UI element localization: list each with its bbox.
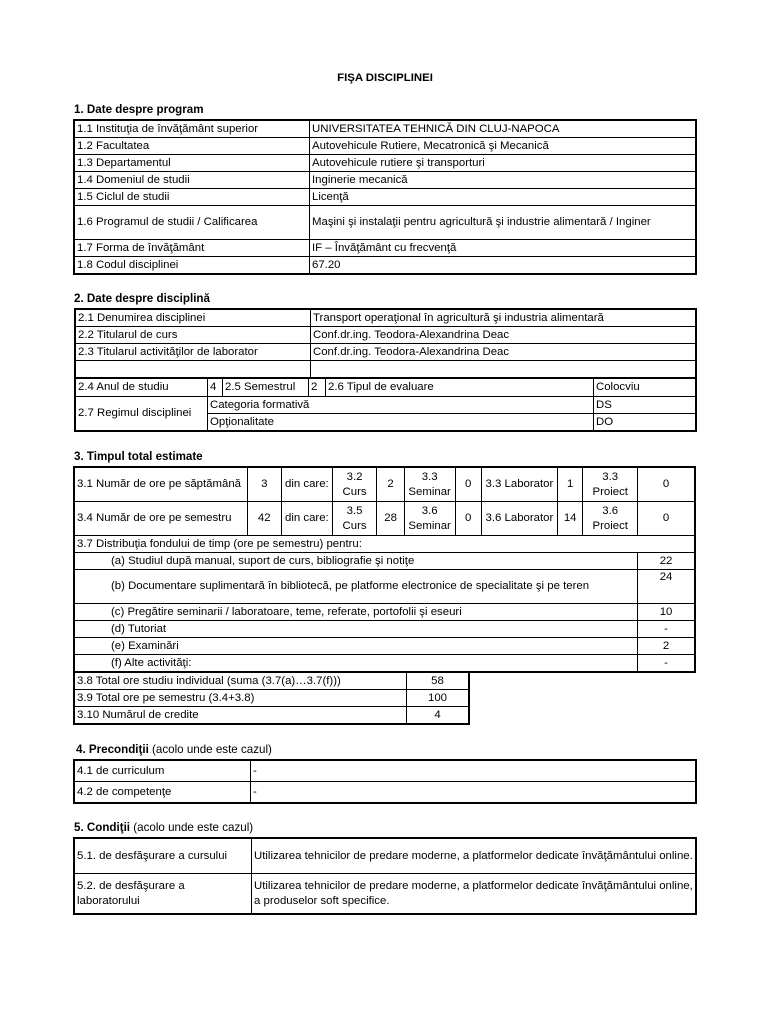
total-value: 100 xyxy=(407,690,469,707)
project-label: 3.6 Proiect xyxy=(583,502,638,536)
preconditions-table xyxy=(74,760,696,803)
lab-label: 3.3 Laborator xyxy=(481,468,557,502)
seminar-label: 3.6 Seminar xyxy=(404,502,455,536)
project-value: 0 xyxy=(638,502,695,536)
optionality-label: Opţionalitate xyxy=(208,414,594,431)
discipline-value: Transport operaţional în agricultură şi industria alimentară xyxy=(311,310,696,327)
distribution-item: (d) Tutoriat xyxy=(75,621,638,638)
regime-label: 2.7 Regimul disciplinei xyxy=(76,397,208,431)
section-5-title: 5. Condiţii xyxy=(74,821,131,834)
year-label: 2.4 Anul de studiu xyxy=(76,379,208,397)
course-value: 2 xyxy=(377,468,404,502)
section-3-heading: 3. Timpul total estimate xyxy=(74,450,203,463)
program-label: 1.8 Codul disciplinei xyxy=(75,257,310,274)
course-label: 3.2 Curs xyxy=(332,468,377,502)
total-value: 4 xyxy=(407,707,469,724)
discipline-table xyxy=(75,309,696,378)
program-label: 1.2 Facultatea xyxy=(75,138,310,155)
project-label: 3.3 Proiect xyxy=(583,468,638,502)
distribution-heading: 3.7 Distribuţia fondului de timp (ore pe semestru) pentru: xyxy=(75,536,695,553)
program-table xyxy=(74,120,696,274)
section-2-heading: 2. Date despre disciplină xyxy=(74,292,210,305)
hours-semester-value: 42 xyxy=(247,502,282,536)
project-value: 0 xyxy=(638,468,695,502)
distribution-item: (f) Alte activităţi: xyxy=(75,655,638,672)
program-value: Licenţă xyxy=(310,189,696,206)
seminar-value: 0 xyxy=(455,468,481,502)
section-4-note: (acolo unde este cazul) xyxy=(148,743,272,756)
section-5-note: (acolo unde este cazul) xyxy=(130,821,254,834)
lab-value: 14 xyxy=(557,502,582,536)
distribution-value: - xyxy=(638,655,695,672)
total-label: 3.10 Numărul de credite xyxy=(75,707,407,724)
section-4-heading xyxy=(76,743,272,757)
program-value: Maşini şi instalaţii pentru agricultură şi industrie alimentară / Inginer xyxy=(310,206,696,240)
precondition-value: - xyxy=(251,782,696,803)
total-value: 58 xyxy=(407,673,469,690)
precondition-label: 4.1 de curriculum xyxy=(75,761,251,782)
condition-value: Utilizarea tehnicilor de predare moderne, a platformelor dedicate învăţământului online. xyxy=(252,839,696,874)
conditions-table xyxy=(74,838,696,914)
distribution-value: - xyxy=(638,621,695,638)
program-label: 1.1 Instituţia de învăţământ superior xyxy=(75,121,310,138)
hours-semester-label: 3.4 Număr de ore pe semestru xyxy=(75,502,248,536)
distribution-value: 22 xyxy=(638,553,695,570)
discipline-label: 2.1 Denumirea disciplinei xyxy=(76,310,311,327)
distribution-value: 10 xyxy=(638,604,695,621)
distribution-item: (a) Studiul după manual, suport de curs, bibliografie şi notiţe xyxy=(75,553,638,570)
optionality-value: DO xyxy=(594,414,696,431)
course-value: 28 xyxy=(377,502,404,536)
lab-value: 1 xyxy=(557,468,582,502)
program-label: 1.4 Domeniul de studii xyxy=(75,172,310,189)
evaluation-label: 2.6 Tipul de evaluare xyxy=(326,379,594,397)
evaluation-value: Colocviu xyxy=(594,379,696,397)
program-label: 1.6 Programul de studii / Calificarea xyxy=(75,206,310,240)
hours-week-label: 3.1 Număr de ore pe săptămână xyxy=(75,468,248,502)
program-value: Autovehicule Rutiere, Mecatronică şi Mecanică xyxy=(310,138,696,155)
discipline-label: 2.3 Titularul activităţilor de laborator xyxy=(76,344,311,361)
program-value: IF – Învăţământ cu frecvenţă xyxy=(310,240,696,257)
program-label: 1.5 Ciclul de studii xyxy=(75,189,310,206)
condition-value: Utilizarea tehnicilor de predare moderne, a platformelor dedicate învăţământului online, a produselor soft specifice. xyxy=(252,874,696,914)
precondition-label: 4.2 de competenţe xyxy=(75,782,251,803)
precondition-value: - xyxy=(251,761,696,782)
time-table xyxy=(74,467,695,672)
program-label: 1.3 Departamentul xyxy=(75,155,310,172)
distribution-item: (b) Documentare suplimentară în bibliotecă, pe platforme electronice de specialitate şi pe teren xyxy=(75,570,638,604)
category-value: DS xyxy=(594,397,696,414)
empty-cell xyxy=(76,361,311,378)
section-5-heading xyxy=(74,821,253,835)
condition-label: 5.2. de desfăşurare a laboratorului xyxy=(75,874,252,914)
section-4-title: 4. Precondiţii xyxy=(76,743,149,756)
discipline-value: Conf.dr.ing. Teodora-Alexandrina Deac xyxy=(311,327,696,344)
program-value: 67.20 xyxy=(310,257,696,274)
program-value: UNIVERSITATEA TEHNICĂ DIN CLUJ-NAPOCA xyxy=(310,121,696,138)
total-label: 3.9 Total ore pe semestru (3.4+3.8) xyxy=(75,690,407,707)
distribution-value: 2 xyxy=(638,638,695,655)
section-1-heading: 1. Date despre program xyxy=(74,103,204,116)
program-value: Autovehicule rutiere şi transporturi xyxy=(310,155,696,172)
distribution-item: (c) Pregătire seminarii / laboratoare, teme, referate, portofolii şi eseuri xyxy=(75,604,638,621)
year-value: 4 xyxy=(208,379,223,397)
din-care-label: din care: xyxy=(282,502,333,536)
din-care-label: din care: xyxy=(282,468,333,502)
semester-label: 2.5 Semestrul xyxy=(223,379,309,397)
discipline-details-table xyxy=(75,378,696,431)
document-title: FIŞA DISCIPLINEI xyxy=(337,72,433,84)
distribution-value: 24 xyxy=(638,570,695,604)
category-label: Categoria formativă xyxy=(208,397,594,414)
semester-value: 2 xyxy=(309,379,326,397)
seminar-value: 0 xyxy=(455,502,481,536)
program-value: Inginerie mecanică xyxy=(310,172,696,189)
condition-label: 5.1. de desfăşurare a cursului xyxy=(75,839,252,874)
seminar-label: 3.3 Seminar xyxy=(404,468,455,502)
lab-label: 3.6 Laborator xyxy=(481,502,557,536)
hours-week-value: 3 xyxy=(247,468,282,502)
course-label: 3.5 Curs xyxy=(332,502,377,536)
totals-table xyxy=(74,672,469,724)
distribution-item: (e) Examinări xyxy=(75,638,638,655)
discipline-value: Conf.dr.ing. Teodora-Alexandrina Deac xyxy=(311,344,696,361)
empty-cell xyxy=(311,361,696,378)
total-label: 3.8 Total ore studiu individual (suma (3.7(a)…3.7(f))) xyxy=(75,673,407,690)
program-label: 1.7 Forma de învăţământ xyxy=(75,240,310,257)
discipline-label: 2.2 Titularul de curs xyxy=(76,327,311,344)
